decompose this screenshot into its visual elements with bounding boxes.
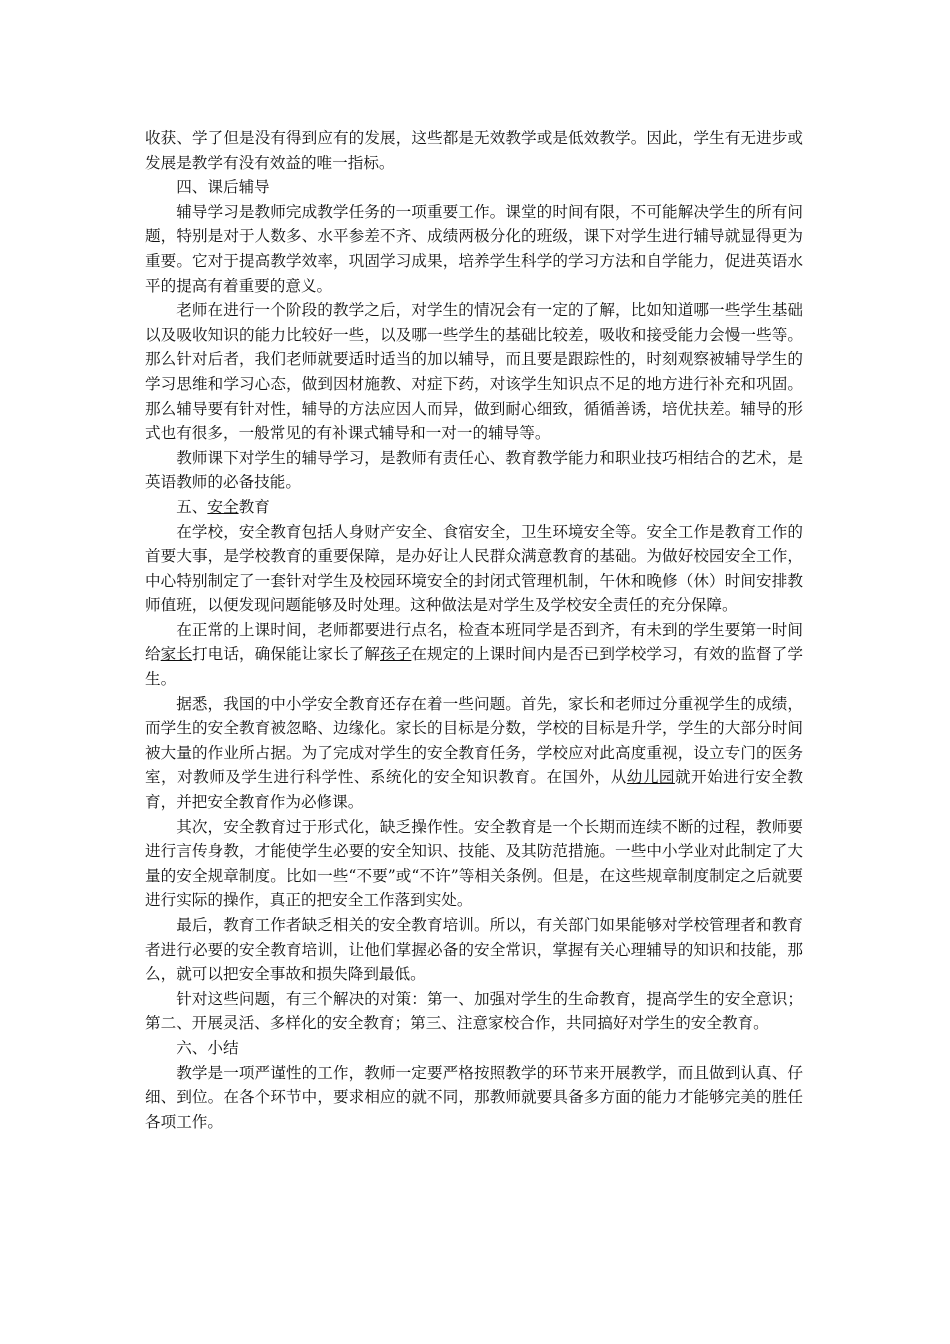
text-segment: 最后，教育工作者缺乏相关的安全教育培训。所以，有关部门如果能够对学校管理者和教育者进行必要的安全教育培训，让他们掌握必备的安全常识，掌握有关心理辅导的知识和技能，那么，就可以把安全事故和损失降到最低。 <box>145 916 803 984</box>
text-segment: 其次，安全教育过于形式化，缺乏操作性。安全教育是一个长期而连续不断的过程，教师要进行言传身教，才能使学生必要的安全知识、技能、及其防范措施。一些中小学业对此制定了大量的安全规章制度。比如一些“不要”或“不许”等相关条例。但是，在这些规章制度制定之后就要进行实际的操作，真正的把安全工作落到实处。 <box>145 817 803 910</box>
text-segment: 在学校，安全教育包括人身财产安全、食宿安全，卫生环境安全等。安全工作是教育工作的首要大事，是学校教育的重要保障，是办好让人民群众满意教育的基础。为做好校园安全工作，中心特别制定了一套针对学生及校园环境安全的封闭式管理机制，午休和晚修（休）时间安排教师值班，以便发现问题能够及时处理。这种做法是对学生及学校安全责任的充分保障。 <box>145 522 803 615</box>
text-segment: 五、 <box>176 497 208 516</box>
paragraph <box>145 200 803 298</box>
link-safety[interactable]: 安全 <box>207 497 239 516</box>
paragraph <box>145 815 803 913</box>
text-segment: 在规定的上课时间内是否已到学校学习，有效的监督了学生。 <box>145 645 803 689</box>
section-heading-summary <box>145 1036 803 1061</box>
text-segment: 教育 <box>238 497 270 516</box>
text-segment: 据悉，我国的中小学安全教育还存在着一些问题。首先，家长和老师过分重视学生的成绩，而学生的安全教育被忽略、边缘化。家长的目标是分数，学校的目标是升学，学生的大部分时间被大量的作业所占据。为了完成对学生的安全教育任务，学校应对此高度重视，设立专门的医务室，对教师及学生进行科学性、系统化的安全知识教育。在国外，从 <box>145 694 803 787</box>
paragraph <box>145 446 803 495</box>
paragraph <box>145 520 803 618</box>
text-segment: 收获、学了但是没有得到应有的发展，这些都是无效教学或是低效教学。因此，学生有无进步或发展是教学有没有效益的唯一指标。 <box>145 129 803 172</box>
text-segment: 在正常的上课时间，老师都要进行点名，检查本班同学是否到齐，有未到的学生要第一时间给 <box>145 620 803 664</box>
document-page <box>145 126 803 1134</box>
paragraph <box>145 913 803 987</box>
text-segment: 六、小结 <box>176 1038 239 1057</box>
link-kindergarten[interactable]: 幼儿园 <box>626 768 675 787</box>
paragraph <box>145 298 803 446</box>
text-segment: 打电话，确保能让家长了解 <box>192 645 381 664</box>
text-segment: 辅导学习是教师完成教学任务的一项重要工作。课堂的时间有限，不可能解决学生的所有问题，特别是对于人数多、水平参差不齐、成绩两极分化的班级，课下对学生进行辅导就显得更为重要。它对于提高教学效率，巩固学习成果，培养学生科学的学习方法和自学能力，促进英语水平的提高有着重要的意义。 <box>145 202 803 295</box>
text-segment: 就开始进行安全教育，并把安全教育作为必修课。 <box>145 768 803 812</box>
text-segment: 老师在进行一个阶段的教学之后，对学生的情况会有一定的了解，比如知道哪一些学生基础以及吸收知识的能力比较好一些，以及哪一些学生的基础比较差，吸收和接受能力会慢一些等。那么针对后者，我们老师就要适时适当的加以辅导，而且要是跟踪性的，时刻观察被辅导学生的学习思维和学习心态，做到因材施教、对症下药，对该学生知识点不足的地方进行补充和巩固。那么辅导要有针对性，辅导的方法应因人而异，做到耐心细致，循循善诱，培优扶差。辅导的形式也有很多，一般常见的有补课式辅导和一对一的辅导等。 <box>145 301 803 443</box>
text-segment: 针对这些问题，有三个解决的对策：第一、加强对学生的生命教育，提高学生的安全意识；第二、开展灵活、多样化的安全教育；第三、注意家校合作，共同搞好对学生的安全教育。 <box>145 989 803 1033</box>
section-heading-after-class-tutoring <box>145 175 803 200</box>
text-segment: 教师课下对学生的辅导学习，是教师有责任心、教育教学能力和职业技巧相结合的艺术，是英语教师的必备技能。 <box>145 448 803 492</box>
paragraph <box>145 987 803 1036</box>
paragraph <box>145 618 803 692</box>
link-children[interactable]: 孩子 <box>380 645 412 664</box>
section-heading-safety-education <box>145 495 803 520</box>
paragraph <box>145 692 803 815</box>
paragraph-continuation <box>145 126 803 175</box>
paragraph <box>145 1061 803 1135</box>
text-segment: 四、课后辅导 <box>176 178 270 197</box>
text-segment: 教学是一项严谨性的工作，教师一定要严格按照教学的环节来开展教学，而且做到认真、仔细、到位。在各个环节中，要求相应的就不同，那教师就要具备多方面的能力才能够完美的胜任各项工作。 <box>145 1063 803 1131</box>
link-parents[interactable]: 家长 <box>160 645 193 664</box>
